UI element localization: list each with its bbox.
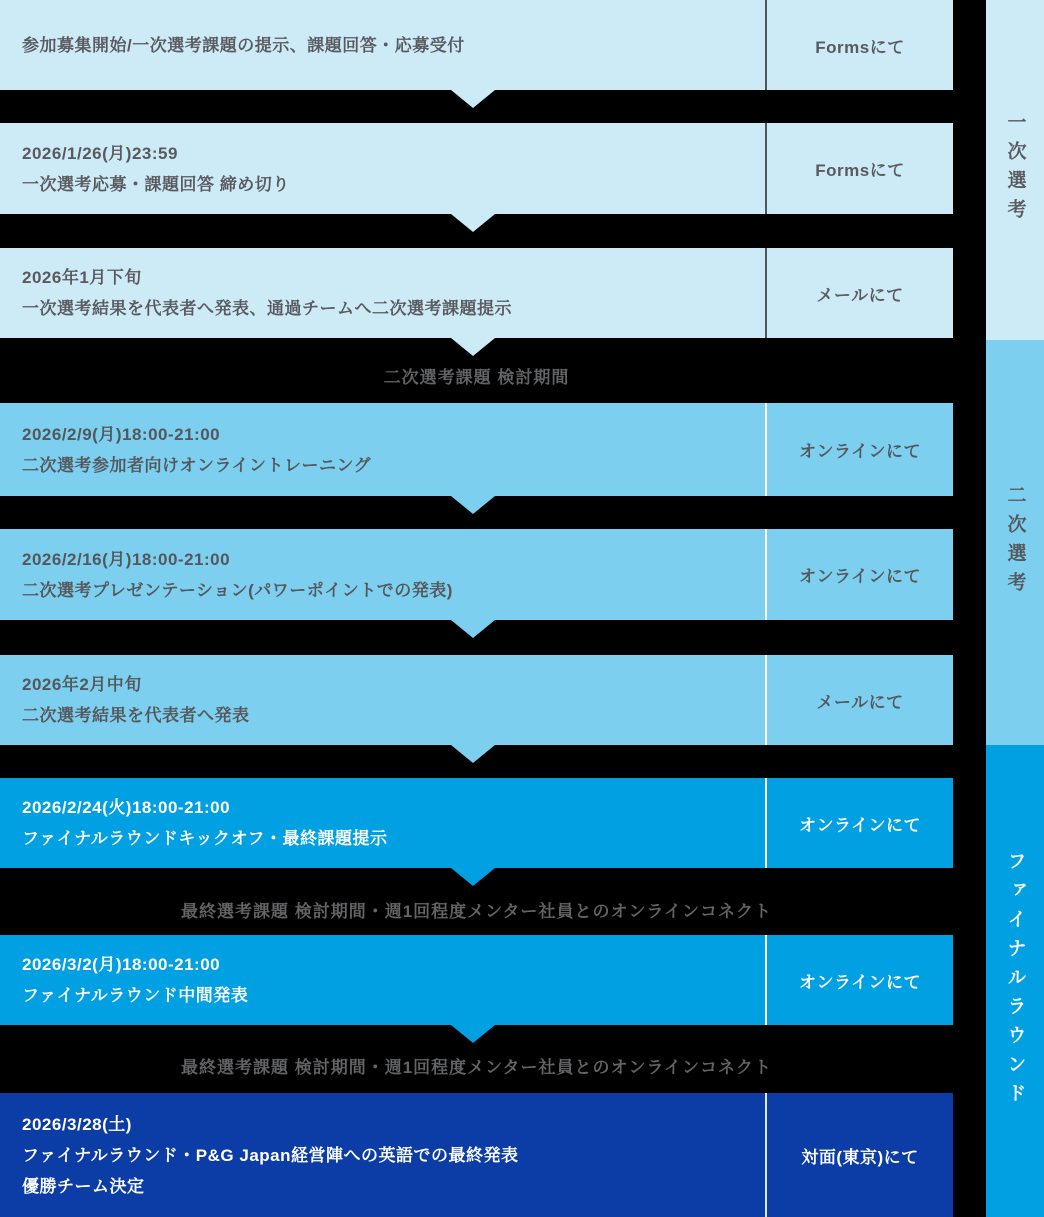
step-description: ファイナルラウンド・P&G Japan経営陣への英語での最終発表 [22,1145,519,1165]
step-text [0,935,765,1025]
arrow-down-icon [451,1025,495,1043]
step-method: オンラインにて [765,529,953,620]
step-text [0,0,765,90]
step-description: 二次選考参加者向けオンライントレーニング [22,455,372,475]
timeline-step-final-presentation [0,1093,953,1217]
arrow-down-icon [451,620,495,638]
step-text [0,248,765,338]
step-method: オンラインにて [765,935,953,1025]
step-text [0,778,765,868]
stage-band-final-round [986,745,1044,1217]
timeline-step-final-round-interim [0,935,953,1025]
step-description: 参加募集開始/一次選考課題の提示、課題回答・応募受付 [22,35,465,55]
step-date: 2026年1月下旬 [22,268,142,287]
step-text [0,655,765,745]
arrow-down-icon [451,496,495,514]
timeline-step-final-round-kickoff [0,778,953,868]
step-method: Formsにて [765,0,953,90]
stage-band-first-round [986,0,1044,340]
arrow-down-icon [451,338,495,356]
step-text [0,529,765,620]
step-date: 2026/1/26(月)23:59 [22,143,178,163]
period-label-final-round-2: 最終選考課題 検討期間・週1回程度メンター社員とのオンラインコネクト [181,1058,772,1077]
step-description: 二次選考結果を代表者へ発表 [22,706,250,725]
step-method: メールにて [765,248,953,338]
timeline-step-first-round-deadline [0,123,953,214]
step-method: オンラインにて [765,778,953,868]
stage-label: ファイナルラウンド [1004,850,1026,1112]
timeline-step-second-round-results [0,655,953,745]
step-date: 2026/2/16(月)18:00-21:00 [22,549,231,569]
stage-label: 二次選考 [1004,484,1026,601]
arrow-down-icon [451,868,495,886]
arrow-down-icon [451,214,495,232]
step-text [0,403,765,496]
step-description: 一次選考結果を代表者へ発表、通過チームへ二次選考課題提示 [22,299,512,318]
step-description: 二次選考プレゼンテーション(パワーポイントでの発表) [22,580,453,600]
step-description: ファイナルラウンドキックオフ・最終課題提示 [22,829,388,848]
step-date: 2026/2/24(火)18:00-21:00 [22,798,231,817]
step-description-2: 優勝チーム決定 [22,1176,145,1196]
step-date: 2026年2月中旬 [22,675,142,694]
step-description: 一次選考応募・課題回答 締め切り [22,174,290,194]
step-text [0,123,765,214]
step-method: メールにて [765,655,953,745]
step-date: 2026/3/28(土) [22,1114,132,1134]
step-method: 対面(東京)にて [765,1093,953,1217]
stage-band-second-round [986,340,1044,745]
arrow-down-icon [451,90,495,108]
step-date: 2026/3/2(月)18:00-21:00 [22,955,221,974]
arrow-down-icon [451,745,495,763]
step-description: ファイナルラウンド中間発表 [22,986,249,1005]
timeline-step-first-round-results [0,248,953,338]
stage-label: 一次選考 [1004,112,1026,228]
step-method: Formsにて [765,123,953,214]
step-method: オンラインにて [765,403,953,496]
period-label-final-round-1: 最終選考課題 検討期間・週1回程度メンター社員とのオンラインコネクト [181,902,772,921]
period-label-second-round: 二次選考課題 検討期間 [383,368,570,387]
timeline-step-online-training [0,403,953,496]
step-date: 2026/2/9(月)18:00-21:00 [22,424,221,444]
timeline-step-application-open [0,0,953,90]
timeline-step-second-round-presentation [0,529,953,620]
step-text [0,1093,765,1217]
